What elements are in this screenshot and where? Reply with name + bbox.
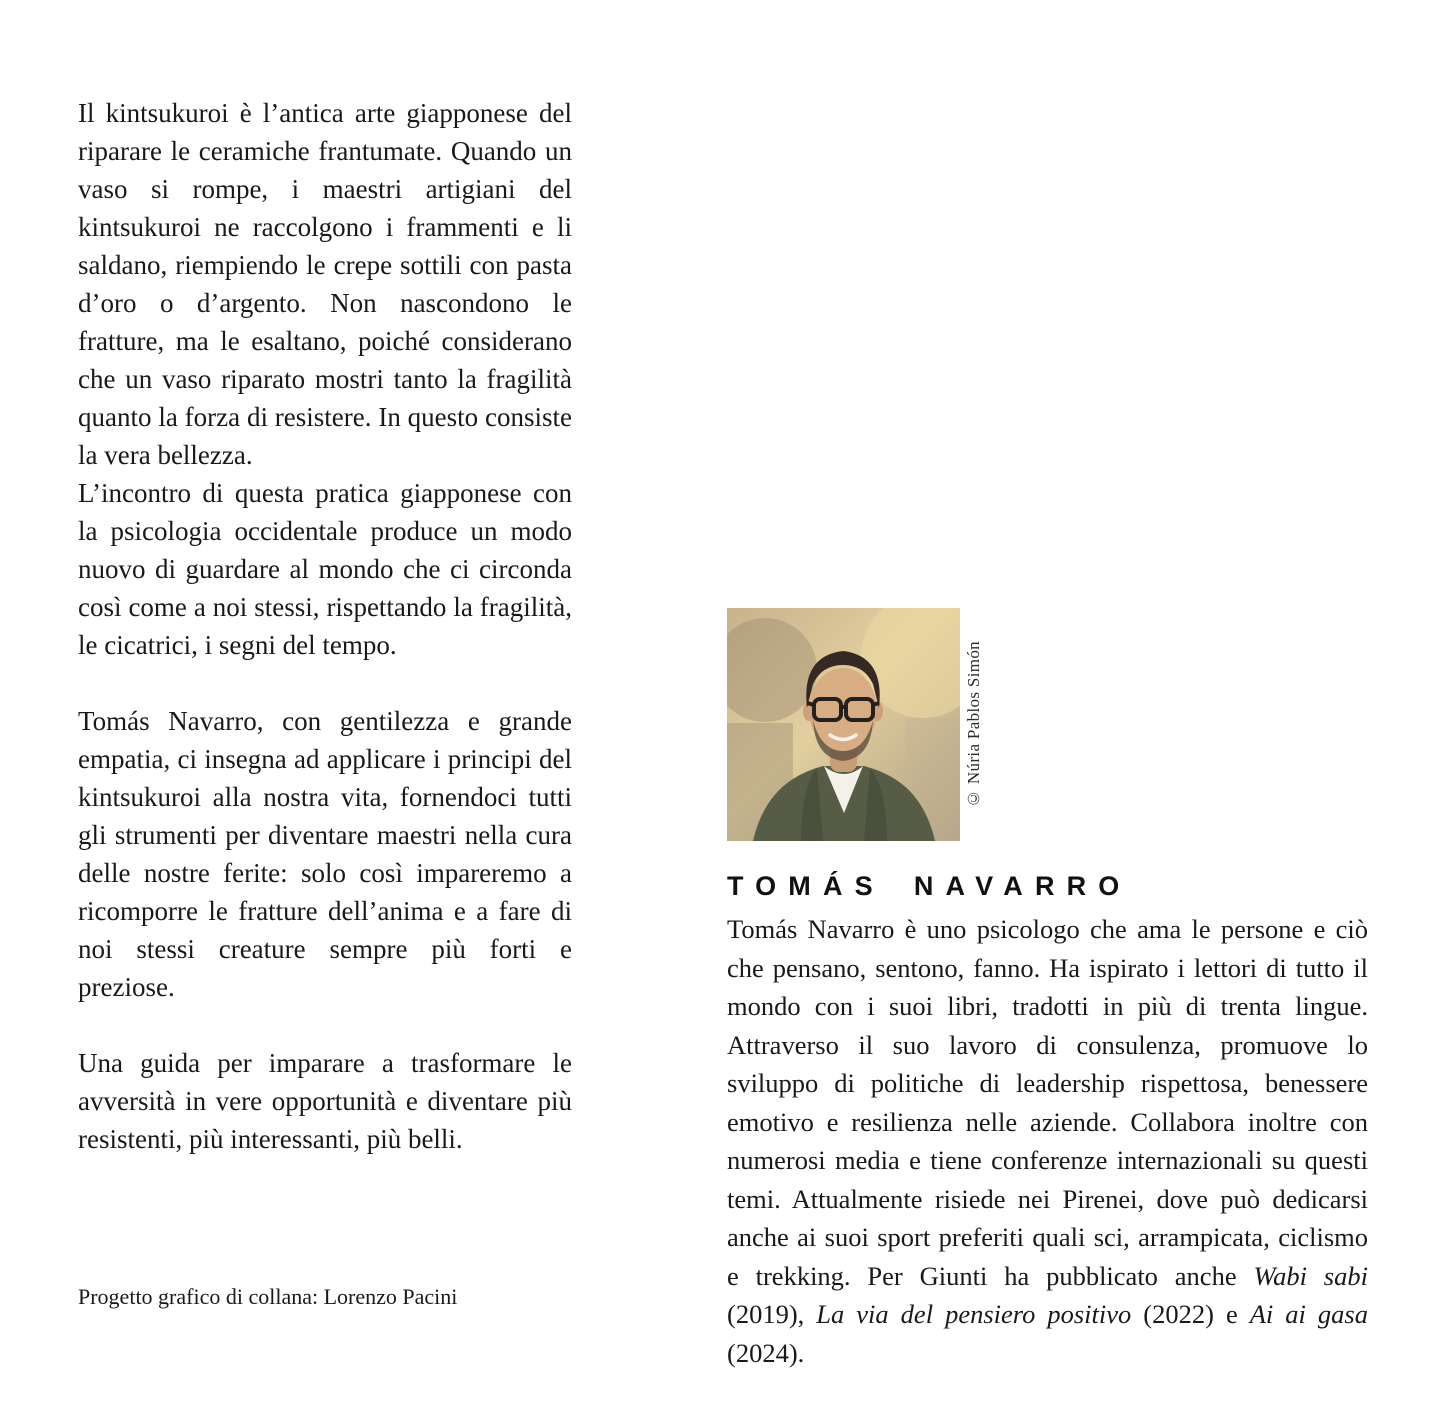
left-text-column <box>78 94 572 1158</box>
right-author-column <box>727 608 1368 1399</box>
author-bio: Tomás Navarro è uno psicologo che ama le persone e ciò che pensano, sentono, fanno. Ha ispirato i lettori di tutto il mondo con i suoi libri, tradotti in più di trenta lingue. Attraverso il suo lavoro di consulenza, promuove lo sviluppo di politiche di leadership rispettosa, benessere emotivo e resilienza nelle aziende. Collabora inoltre con numerosi media e tiene conferenze internazionali su questi temi. Attualmente risiede nei Pirenei, dove può dedicarsi anche ai suoi sport preferiti quali sci, arrampicata, ciclismo e trekking. Per Giunti ha pubblicato anche Wabi sabi (2019), La via del pensiero positivo (2022) e Ai ai gasa (2024). <box>727 914 1368 1368</box>
design-credit-line: Progetto grafico di collana: Lorenzo Pacini <box>78 1284 458 1309</box>
paragraph-kintsukuroi-intro: Il kintsukuroi è l’antica arte giapponese del riparare le ceramiche frantumate. Quando un vaso si rompe, i maestri artigiani del kintsukuroi ne raccolgono i frammenti e li saldano, riempiendo le crepe sottili con pasta d’oro o d’argento. Non nascondono le fratture, ma le esaltano, poiché considerano che un vaso riparato mostri tanto la fragilità quanto la forza di resistere. In questo consiste la vera bellezza. <box>78 98 572 470</box>
paragraph-incontro-pratica: L’incontro di questa pratica giapponese con la psicologia occidentale produce un modo nuovo di guardare al mondo che ci circonda così come a noi stessi, rispettando la fragilità, le cicatrici, i segni del tempo. <box>78 478 572 660</box>
paragraph-tomas-insegna: Tomás Navarro, con gentilezza e grande empatia, ci insegna ad applicare i principi del kintsukuroi alla nostra vita, fornendoci tutti gli strumenti per diventare maestri nella cura delle nostre ferite: solo così impareremo a ricomporre le fratture dell’anima e a fare di noi stessi creature sempre più forti e preziose. <box>78 706 572 1002</box>
author-photo <box>727 608 983 841</box>
author-name-heading: TOMÁS NAVARRO <box>727 871 1132 901</box>
photo-credit: © Núria Pablos Simón <box>964 641 983 808</box>
author-photo-illustration <box>727 608 960 841</box>
paragraph-una-guida: Una guida per imparare a trasformare le avversità in vere opportunità e diventare più resistenti, più interessanti, più belli. <box>78 1048 572 1154</box>
